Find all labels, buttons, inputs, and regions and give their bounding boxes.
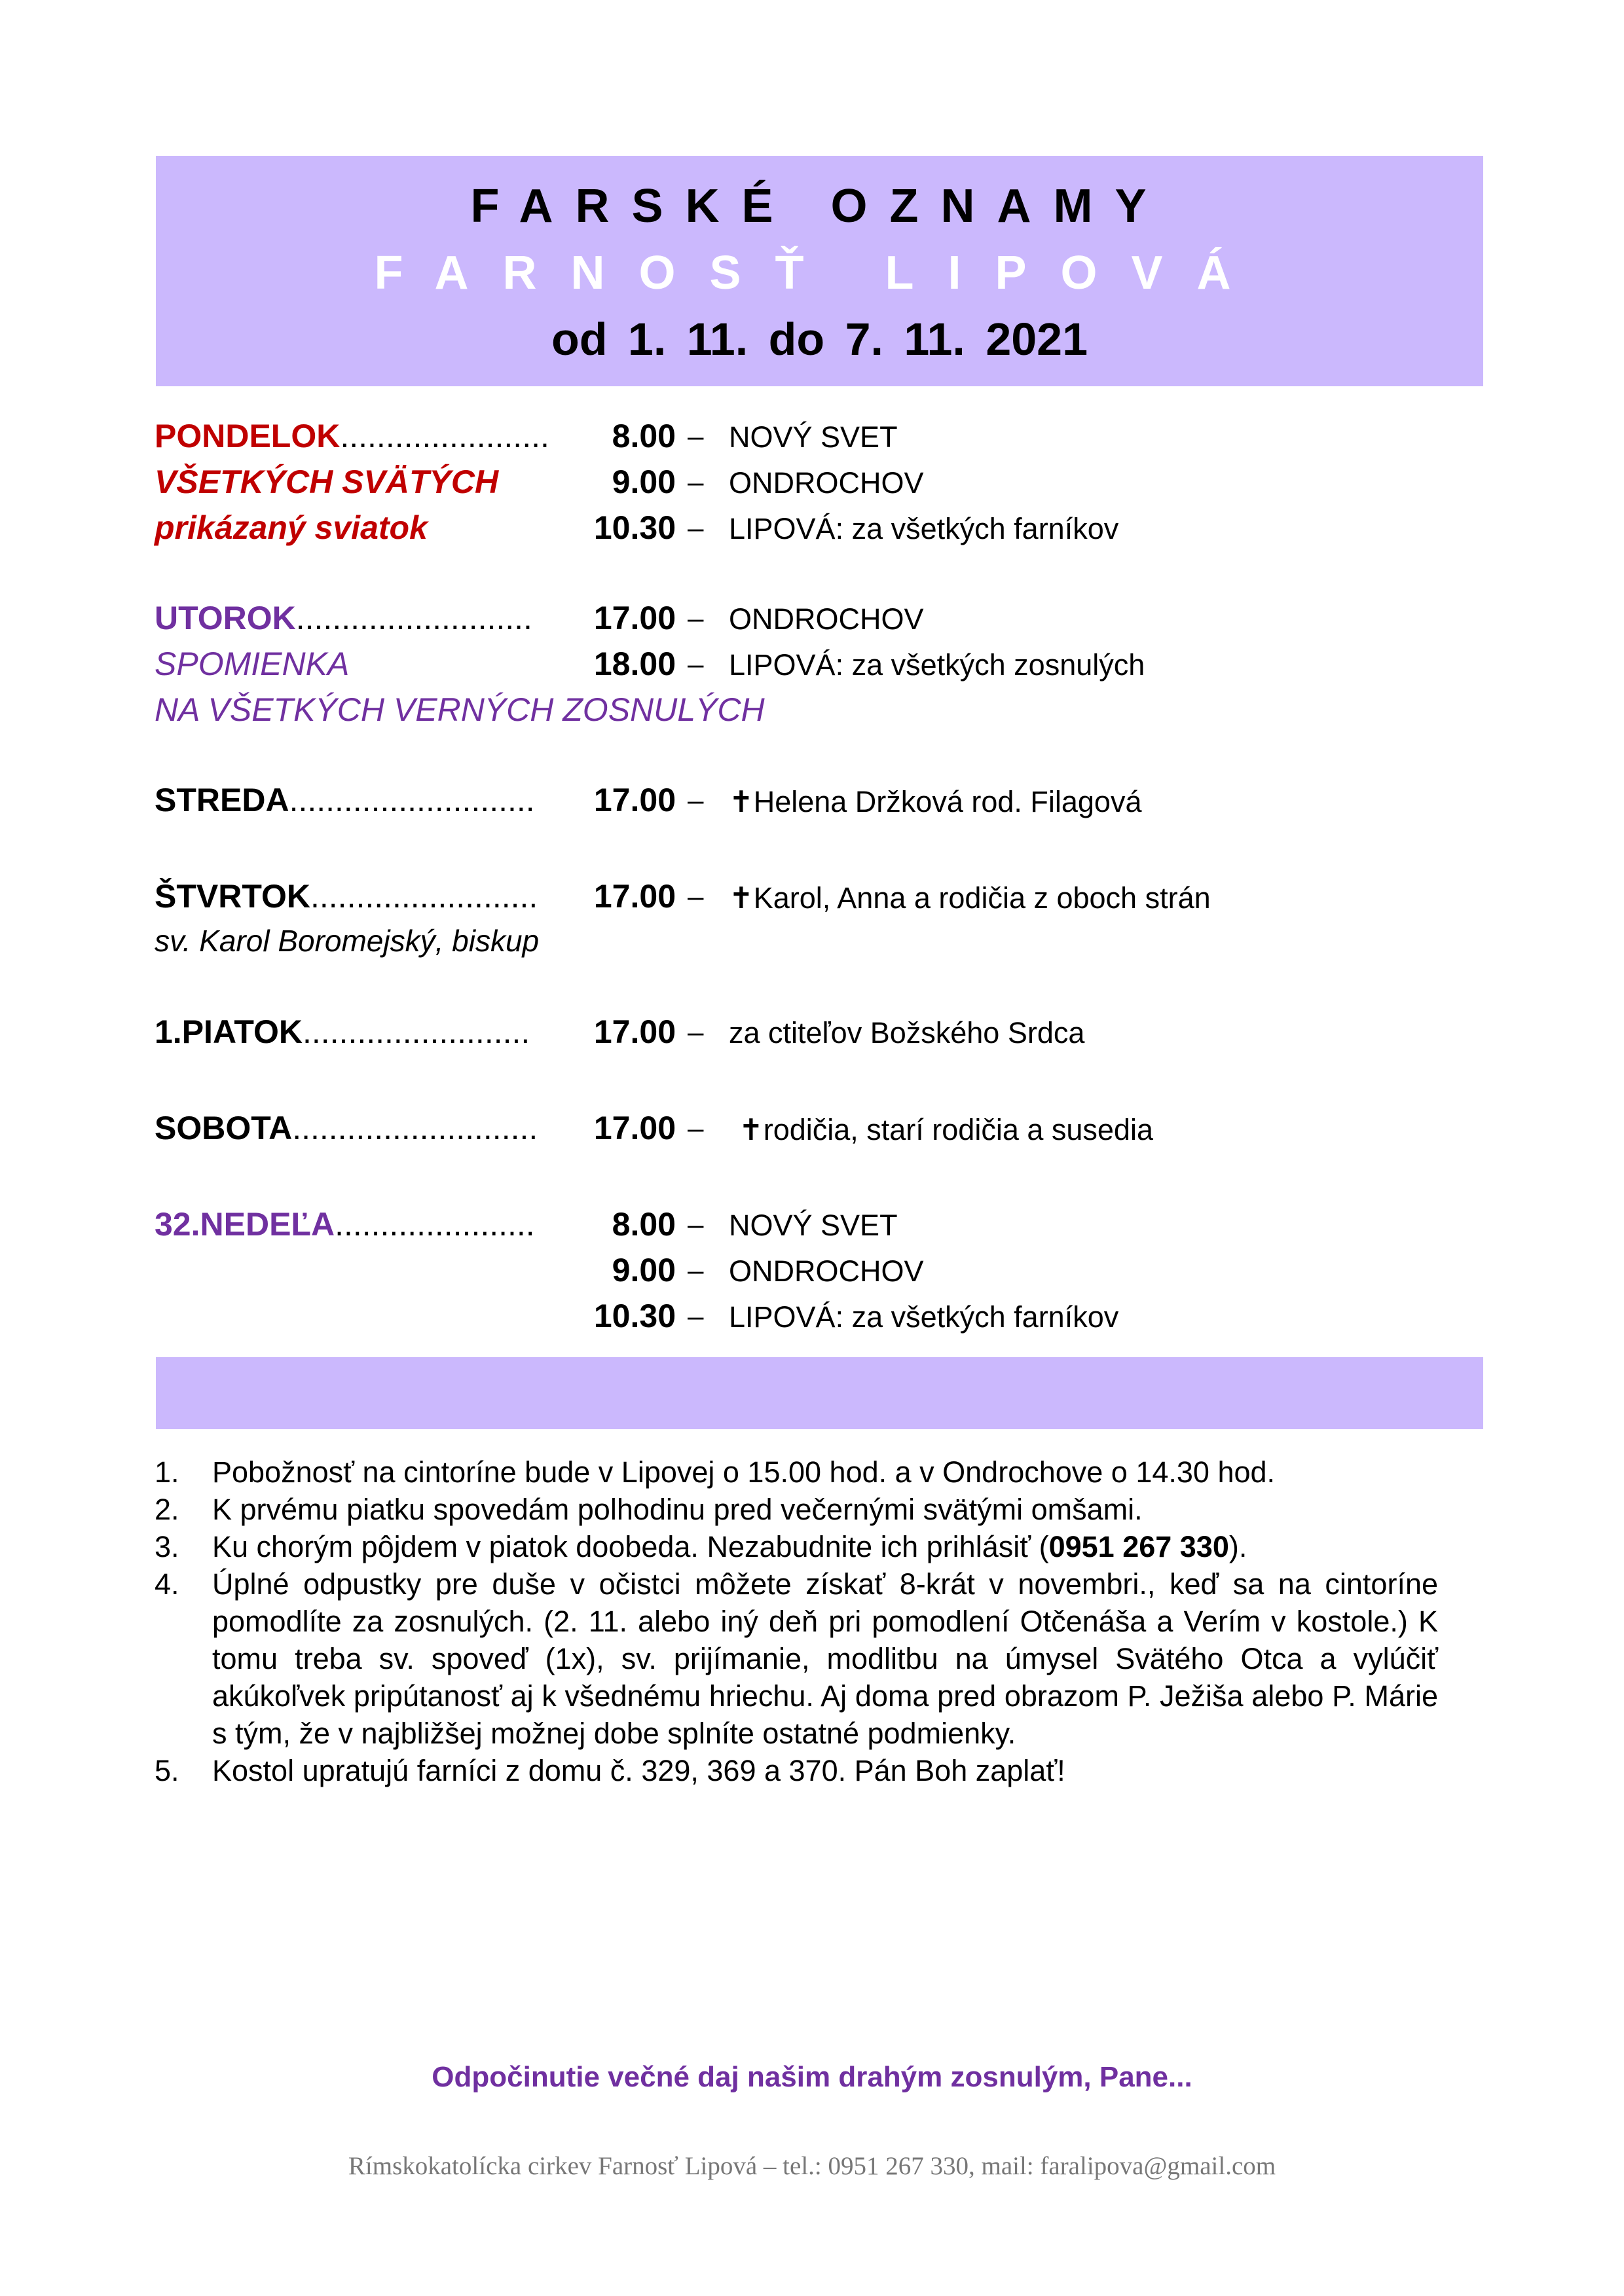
- mass-intention: NOVÝ SVET: [729, 1209, 898, 1242]
- dash: –: [688, 512, 704, 544]
- item-text: K prvému piatku spovedám polhodinu pred večernými svätými omšami.: [212, 1493, 1143, 1526]
- day-label: ŠTVRTOK: [155, 878, 310, 915]
- mass-intention: LIPOVÁ: za všetkých farníkov: [729, 1300, 1119, 1334]
- mass-intention: ONDROCHOV: [729, 602, 924, 636]
- dash: –: [688, 881, 704, 913]
- dot-leader: .........................: [302, 1013, 530, 1050]
- mass-intention: NOVÝ SVET: [729, 420, 898, 454]
- item-number: 3.: [155, 1530, 179, 1563]
- item-text: Kostol upratujú farníci z domu č. 329, 369 a 370. Pán Boh zaplať!: [212, 1754, 1065, 1787]
- announcements-list: [155, 1453, 1438, 1789]
- dot-leader: .......................: [340, 418, 549, 454]
- mass-time: 17.00: [593, 782, 676, 818]
- day-friday: [155, 1013, 530, 1051]
- item-text: Pobožnosť na cintoríne bude v Lipovej o 15.00 hod. a v Ondrochove o 14.30 hod.: [212, 1455, 1276, 1489]
- mass-intention: ✝Karol, Anna a rodičia z oboch strán: [729, 881, 1211, 915]
- dot-leader: ...........................: [289, 782, 535, 818]
- mass-time: 18.00: [593, 646, 676, 682]
- announcement-item: [155, 1453, 1438, 1491]
- dash: –: [688, 466, 704, 498]
- dash: –: [688, 1112, 704, 1144]
- mass-intention: ONDROCHOV: [729, 466, 924, 500]
- feast-tuesday-line1: SPOMIENKA: [155, 646, 350, 682]
- item-text-part: ).: [1228, 1530, 1247, 1563]
- mass-time: 17.00: [593, 1013, 676, 1050]
- day-sunday: [155, 1205, 535, 1243]
- announcement-item: [155, 1491, 1438, 1528]
- announcement-item: [155, 1565, 1438, 1752]
- dot-leader: ..........................: [295, 600, 532, 636]
- dash: –: [688, 1254, 704, 1286]
- mass-time: 8.00: [612, 1206, 676, 1243]
- dash: –: [688, 420, 704, 452]
- day-label: UTOROK: [155, 600, 296, 636]
- day-label: PONDELOK: [155, 418, 341, 454]
- mass-time: 17.00: [593, 600, 676, 636]
- item-number: 4.: [155, 1567, 179, 1601]
- item-number: 2.: [155, 1493, 179, 1526]
- day-thursday: [155, 877, 538, 915]
- item-text: Úplné odpustky pre duše v očistci môžete získať 8-krát v novembri., keď sa na cintoríne pomodlíte za zosnulých. (2. 11. alebo iný deň pri pomodlení Otčenáša a Verím v kostole.) K tomu treba sv. spoveď (1x), sv. prijímanie, modlitbu na úmysel Svätého Otca a vylúčiť akúkoľvek pripútanosť aj k všednému hriechu. Aj doma pred obrazom P. Ježiša alebo P. Márie s tým, že v najbližšej možnej dobe splníte ostatné podmienky.: [212, 1567, 1438, 1750]
- item-text: [212, 1528, 1438, 1565]
- feast-thursday: sv. Karol Boromejský, biskup: [155, 924, 540, 958]
- mass-time: 10.30: [593, 1298, 676, 1334]
- dot-leader: .........................: [310, 878, 538, 915]
- day-label: SOBOTA: [155, 1110, 293, 1146]
- item-text-part: Ku chorým pôjdem v piatok doobeda. Nezabudnite ich prihlásiť (: [212, 1530, 1049, 1563]
- announcement-item: [155, 1528, 1438, 1565]
- mass-time: 17.00: [593, 878, 676, 915]
- dash: –: [688, 1209, 704, 1241]
- feast-monday: VŠETKÝCH SVÄTÝCH: [155, 464, 499, 500]
- mass-time: 9.00: [612, 1252, 676, 1288]
- mass-intention: ✝Helena Držková rod. Filagová: [729, 785, 1142, 818]
- mass-time: 9.00: [612, 464, 676, 500]
- feast-tuesday-line2: NA VŠETKÝCH VERNÝCH ZOSNULÝCH: [155, 691, 765, 728]
- mass-time: 8.00: [612, 418, 676, 454]
- contact-line: Rímskokatolícka cirkev Farnosť Lipová – tel.: 0951 267 330, mail: faralipova@gmail.com: [348, 2152, 1276, 2180]
- mass-intention: za ctiteľov Božského Srdca: [729, 1016, 1085, 1049]
- day-wednesday: [155, 781, 535, 819]
- closing-prayer: Odpočinutie večné daj našim drahým zosnulým, Pane...: [432, 2061, 1192, 2093]
- mass-intention: ✝rodičia, starí rodičia a susedia: [739, 1113, 1153, 1146]
- header-banner: [156, 156, 1483, 386]
- dot-leader: ......................: [335, 1206, 535, 1243]
- day-label: 32.NEDEĽA: [155, 1206, 335, 1243]
- dash: –: [688, 1016, 704, 1048]
- mass-intention: ONDROCHOV: [729, 1254, 924, 1288]
- item-number: 1.: [155, 1455, 179, 1489]
- dash: –: [688, 602, 704, 634]
- mass-time: 10.30: [593, 509, 676, 546]
- date-range: od 1. 11. do 7. 11. 2021: [551, 314, 1088, 365]
- parish-name: FARNOSŤ LIPOVÁ: [374, 247, 1265, 299]
- dash: –: [688, 784, 704, 816]
- dash: –: [688, 648, 704, 680]
- dash: –: [688, 1300, 704, 1332]
- item-number: 5.: [155, 1754, 179, 1787]
- day-monday: [155, 417, 549, 455]
- note-monday: prikázaný sviatok: [155, 509, 428, 546]
- phone-number: 0951 267 330: [1048, 1530, 1229, 1563]
- dot-leader: ...........................: [292, 1110, 538, 1146]
- mass-intention: LIPOVÁ: za všetkých farníkov: [729, 512, 1119, 545]
- day-saturday: [155, 1109, 538, 1147]
- page-title: FARSKÉ OZNAMY: [470, 180, 1169, 232]
- mass-time: 17.00: [593, 1110, 676, 1146]
- day-tuesday: [155, 599, 532, 637]
- day-label: STREDA: [155, 782, 289, 818]
- announcement-item: [155, 1752, 1438, 1789]
- divider-banner: [156, 1357, 1483, 1429]
- day-label: 1.PIATOK: [155, 1013, 303, 1050]
- mass-intention: LIPOVÁ: za všetkých zosnulých: [729, 648, 1145, 682]
